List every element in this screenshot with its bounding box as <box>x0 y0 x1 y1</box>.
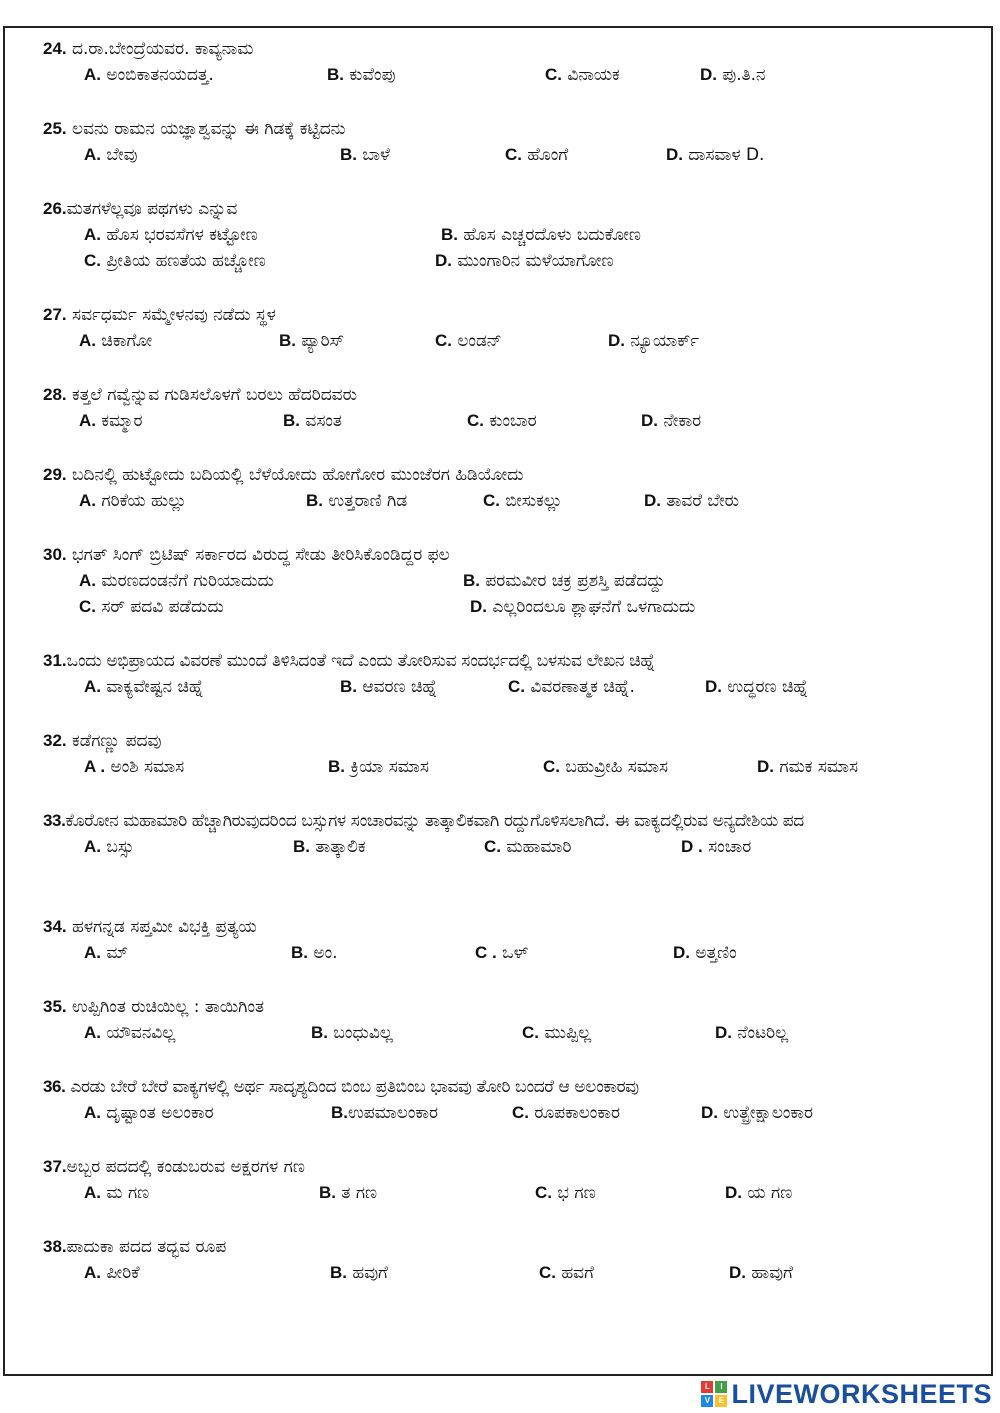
option-b[interactable]: B. ಹವುಗೆ <box>330 1263 388 1283</box>
option-d[interactable]: D. ಎಲ್ಲರಿಂದಲೂ ಶ್ಲಾಘನೆಗೆ ಒಳಗಾದುದು <box>470 597 696 617</box>
option-a[interactable]: A. ಕಮ್ಮಾರ <box>79 411 143 431</box>
question-text: ಅಬ್ಬರ ಪದದಲ್ಲಿ ಕಂಡುಬರುವ ಅಕ್ಷರಗಳ ಗಣ <box>66 1157 305 1177</box>
option-c[interactable]: C. ಕುಂಬಾರ <box>467 411 537 431</box>
option-a[interactable]: A. ಮ್ <box>84 943 129 963</box>
option-c[interactable]: C. ಮಹಾಮಾರಿ <box>484 837 572 857</box>
question-number: 36. <box>43 1077 66 1096</box>
question-number: 29. <box>43 465 67 484</box>
option-b[interactable]: B. ಉತ್ತರಾಣಿ ಗಿಡ <box>306 491 408 511</box>
question-36 <box>43 1074 981 1126</box>
question-text: ಕೊರೋನ ಮಹಾಮಾರಿ ಹೆಚ್ಚಾಗಿರುವುದರಿಂದ ಬಸ್ಸುಗಳ ಸಂಚಾರವನ್ನು ತಾತ್ಕಾಲಿಕವಾಗಿ ರದ್ದುಗೊಳಿಸಲಾಗಿದೆ. ಈ ವಾಕ್ಯದಲ್ಲಿರುವ ಅನ್ಯದೇಶಿಯ ಪದ <box>65 811 804 831</box>
question-text: ಭಗತ್ ಸಿಂಗ್ ಬ್ರಿಟಿಷ್ ಸರ್ಕಾರದ ವಿರುದ್ಧ ಸೇಡು ತೀರಿಸಿಕೊಂಡಿದ್ದರ ಫಲ <box>72 545 450 565</box>
question-32 <box>43 728 981 780</box>
option-a[interactable]: A. ಚಿಕಾಗೋ <box>79 331 153 351</box>
option-b[interactable]: B. ವಸಂತ <box>283 411 342 431</box>
question-35 <box>43 994 981 1046</box>
option-b[interactable]: B. ಪರಮವೀರ ಚಕ್ರ ಪ್ರಶಸ್ತಿ ಪಡೆದದ್ದು <box>463 571 666 591</box>
question-number: 30. <box>43 545 67 564</box>
logo-tile-e: E <box>715 1395 727 1407</box>
question-text: ಪಾದುಕಾ ಪದದ ತದ್ಭವ ರೂಪ <box>66 1237 227 1257</box>
option-a[interactable]: A. ಪೀರಿಕೆ <box>84 1263 140 1283</box>
question-number: 27. <box>43 305 67 324</box>
option-c[interactable]: C . ಒಳ್ <box>475 943 529 963</box>
option-d[interactable]: D. ಪು.ತಿ.ನ <box>700 65 766 85</box>
option-d[interactable]: D. ಗಮಕ ಸಮಾಸ <box>757 757 859 777</box>
question-number: 25. <box>43 119 67 138</box>
option-a[interactable]: A. ಅಂಬಿಕಾತನಯದತ್ತ. <box>84 65 214 85</box>
option-a[interactable]: A. ದೃಷ್ಟಾಂತ ಅಲಂಕಾರ <box>84 1103 214 1123</box>
option-a[interactable]: A. ವಾಕ್ಯವೇಷ್ಟನ ಚಿಹ್ನೆ <box>84 677 204 697</box>
question-text: ಹಳಗನ್ನಡ ಸಪ್ತಮೀ ವಿಭಕ್ತಿ ಪ್ರತ್ಯಯ <box>72 917 257 937</box>
question-number: 31. <box>43 651 67 670</box>
option-a[interactable]: A. ಮರಣದಂಡನೆಗೆ ಗುರಿಯಾದುದು <box>79 571 274 591</box>
option-c[interactable]: C. ಬಹುವ್ರೀಹಿ ಸಮಾಸ <box>543 757 669 777</box>
option-c[interactable]: C. ಬೀಸುಕಲ್ಲು <box>483 491 563 511</box>
option-a[interactable]: A. ಹೊಸ ಭರವಸೆಗಳ ಕಟ್ಟೋಣ <box>84 225 258 245</box>
question-34 <box>43 914 981 966</box>
question-text: ಮತಗಳೆಲ್ಲವೂ ಪಥಗಳು ಎನ್ನುವ <box>66 199 238 219</box>
option-d[interactable]: D. ಉತ್ಪ್ರೇಕ್ಷಾಲಂಕಾರ <box>701 1103 814 1123</box>
question-27 <box>43 302 981 354</box>
option-d[interactable]: D. ಉದ್ಧರಣ ಚಿಹ್ನೆ <box>705 677 809 697</box>
option-c[interactable]: C. ಪ್ರೀತಿಯ ಹಣತೆಯ ಹಚ್ಚೋಣ <box>84 251 266 271</box>
option-b[interactable]: B. ಆವರಣ ಚಿಹ್ನೆ <box>340 677 438 697</box>
option-a[interactable]: A. ಬೇವು <box>84 145 138 165</box>
question-24 <box>43 36 981 88</box>
option-b[interactable]: B. ಬಂಧುವಿಲ್ಲ <box>311 1023 393 1043</box>
question-25 <box>43 116 981 168</box>
question-number: 38. <box>43 1237 67 1256</box>
question-text: ಎರಡು ಬೇರೆ ಬೇರೆ ವಾಕ್ಯಗಳಲ್ಲಿ ಅರ್ಥ ಸಾದೃಶ್ಯದಿಂದ ಬಿಂಬ ಪ್ರತಿಬಿಂಬ ಭಾವವು ತೋರಿ ಬಂದರೆ ಆ ಅಲಂಕಾರವು <box>70 1077 639 1097</box>
option-d[interactable]: D. ಮುಂಗಾರಿನ ಮಳೆಯಾಗೋಣ <box>435 251 614 271</box>
question-number: 33. <box>43 811 66 830</box>
option-c[interactable]: C. ಸರ್ ಪದವಿ ಪಡೆದುದು <box>79 597 224 617</box>
option-b[interactable]: B. ಹೊಸ ಎಚ್ಚರದೊಳು ಬದುಕೋಣ <box>441 225 641 245</box>
option-d[interactable]: D. ಅತ್ತಣಿಂ <box>673 943 737 963</box>
question-number: 32. <box>43 731 67 750</box>
option-b[interactable]: B. ತಾತ್ಕಾಲಿಕ <box>293 837 366 857</box>
option-b[interactable]: B.ಉಪಮಾಲಂಕಾರ <box>331 1103 438 1123</box>
option-a[interactable]: A. ಮ ಗಣ <box>84 1183 150 1203</box>
question-31 <box>43 648 981 700</box>
option-c[interactable]: C. ಮುಪ್ಪಿಲ್ಲ <box>522 1023 592 1043</box>
option-d[interactable]: D . ಸಂಚಾರ <box>681 837 752 857</box>
option-b[interactable]: B. ಕುವೆಂಪು <box>327 65 396 85</box>
question-29 <box>43 462 981 514</box>
question-26 <box>43 196 981 274</box>
question-number: 24. <box>43 39 67 58</box>
question-text: ಒಂದು ಅಭಿಪ್ರಾಯದ ವಿವರಣೆ ಮುಂದೆ ತಿಳಿಸಿದಂತೆ ಇದೆ ಎಂದು ತೋರಿಸುವ ಸಂದರ್ಭದಲ್ಲಿ ಬಳಸುವ ಲೇಖನ ಚಿಹ್ನೆ <box>66 651 655 671</box>
question-number: 35. <box>43 997 67 1016</box>
question-37 <box>43 1154 981 1206</box>
question-text: ಸರ್ವಧರ್ಮ ಸಮ್ಮೇಳನವು ನಡೆದು ಸ್ಥಳ <box>72 305 276 325</box>
question-text: ಕತ್ತಲೆ ಗವ್ವೆನ್ನುವ ಗುಡಿಸಲೊಳಗೆ ಬರಲು ಹೆದರಿದವರು <box>72 385 357 405</box>
option-c[interactable]: C. ವಿವರಣಾತ್ಮಕ ಚಿಹ್ನೆ. <box>508 677 635 697</box>
question-number: 28. <box>43 385 67 404</box>
option-d[interactable]: D. ತಾವರೆ ಬೇರು <box>644 491 739 511</box>
option-a[interactable]: A. ಗರಿಕೆಯ ಹುಲ್ಲು <box>79 491 187 511</box>
logo-tile-v: V <box>701 1395 713 1407</box>
question-33 <box>43 808 981 860</box>
brand-icon <box>701 1381 727 1407</box>
option-d[interactable]: D. ಯ ಗಣ <box>725 1183 793 1203</box>
question-number: 34. <box>43 917 67 936</box>
option-b[interactable]: B. ತ ಗಣ <box>319 1183 378 1203</box>
option-a[interactable]: A. ಯೌವನವಿಲ್ಲ <box>84 1023 176 1043</box>
option-d[interactable]: D. ನೆಂಟರಿಲ್ಲ <box>715 1023 789 1043</box>
brand-name: LIVEWORKSHEETS <box>731 1378 992 1409</box>
question-text: ದ.ರಾ.ಬೇಂದ್ರೆಯವರ. ಕಾವ್ಯನಾಮ <box>72 39 254 59</box>
option-b[interactable]: B. ಕ್ರಿಯಾ ಸಮಾಸ <box>328 757 429 777</box>
logo-tile-l: L <box>701 1381 713 1393</box>
option-c[interactable]: C. ರೂಪಕಾಲಂಕಾರ <box>512 1103 620 1123</box>
question-number: 37. <box>43 1157 67 1176</box>
option-c[interactable]: C. ಹವಗೆ <box>539 1263 594 1283</box>
question-30 <box>43 542 981 620</box>
option-d[interactable]: D. ನ್ಯೂಯಾರ್ಕ್ <box>608 331 700 351</box>
option-c[interactable]: C. ವಿನಾಯಕ <box>545 65 620 85</box>
question-text: ಬದಿನಲ್ಲಿ ಹುಟ್ಟೋದು ಬದಿಯಲ್ಲಿ ಬೆಳೆಯೋದು ಹೋಗೋರ ಮುಂಜೆರಗ ಹಿಡಿಯೋದು <box>72 465 524 485</box>
question-text: ಉಪ್ಪಿಗಿಂತ ರುಚಿಯಿಲ್ಲ : ತಾಯಿಗಿಂತ <box>72 997 265 1017</box>
option-a[interactable]: A . ಅಂಶಿ ಸಮಾಸ <box>84 757 185 777</box>
question-38 <box>43 1234 981 1286</box>
option-c[interactable]: C. ಲಂಡನ್ <box>435 331 502 351</box>
question-text: ಕಡೆಗಣ್ಣು ಪದವು <box>72 731 162 751</box>
question-28 <box>43 382 981 434</box>
option-b[interactable]: B. ಅಂ. <box>291 943 338 963</box>
liveworksheets-logo[interactable] <box>701 1379 992 1409</box>
option-a[interactable]: A. ಬಸ್ಸು <box>84 837 134 857</box>
option-c[interactable]: C. ಭ ಗಣ <box>535 1183 596 1203</box>
option-d[interactable]: D. ಹಾವುಗೆ <box>729 1263 793 1283</box>
logo-tile-i: I <box>715 1381 727 1393</box>
option-d[interactable]: D. ದಾಸವಾಳ D. <box>666 145 765 165</box>
question-text: ಲವನು ರಾಮನ ಯಜ್ಞಾಶ್ವವನ್ನು ಈ ಗಿಡಕ್ಕೆ ಕಟ್ಟಿದನು <box>72 119 346 139</box>
option-b[interactable]: B. ಬಾಳೆ <box>340 145 390 165</box>
option-b[interactable]: B. ಪ್ಯಾರಿಸ್ <box>279 331 345 351</box>
option-d[interactable]: D. ನೇಕಾರ <box>641 411 702 431</box>
question-number: 26. <box>43 199 67 218</box>
option-c[interactable]: C. ಹೊಂಗೆ <box>505 145 569 165</box>
worksheet-frame <box>3 26 993 1376</box>
